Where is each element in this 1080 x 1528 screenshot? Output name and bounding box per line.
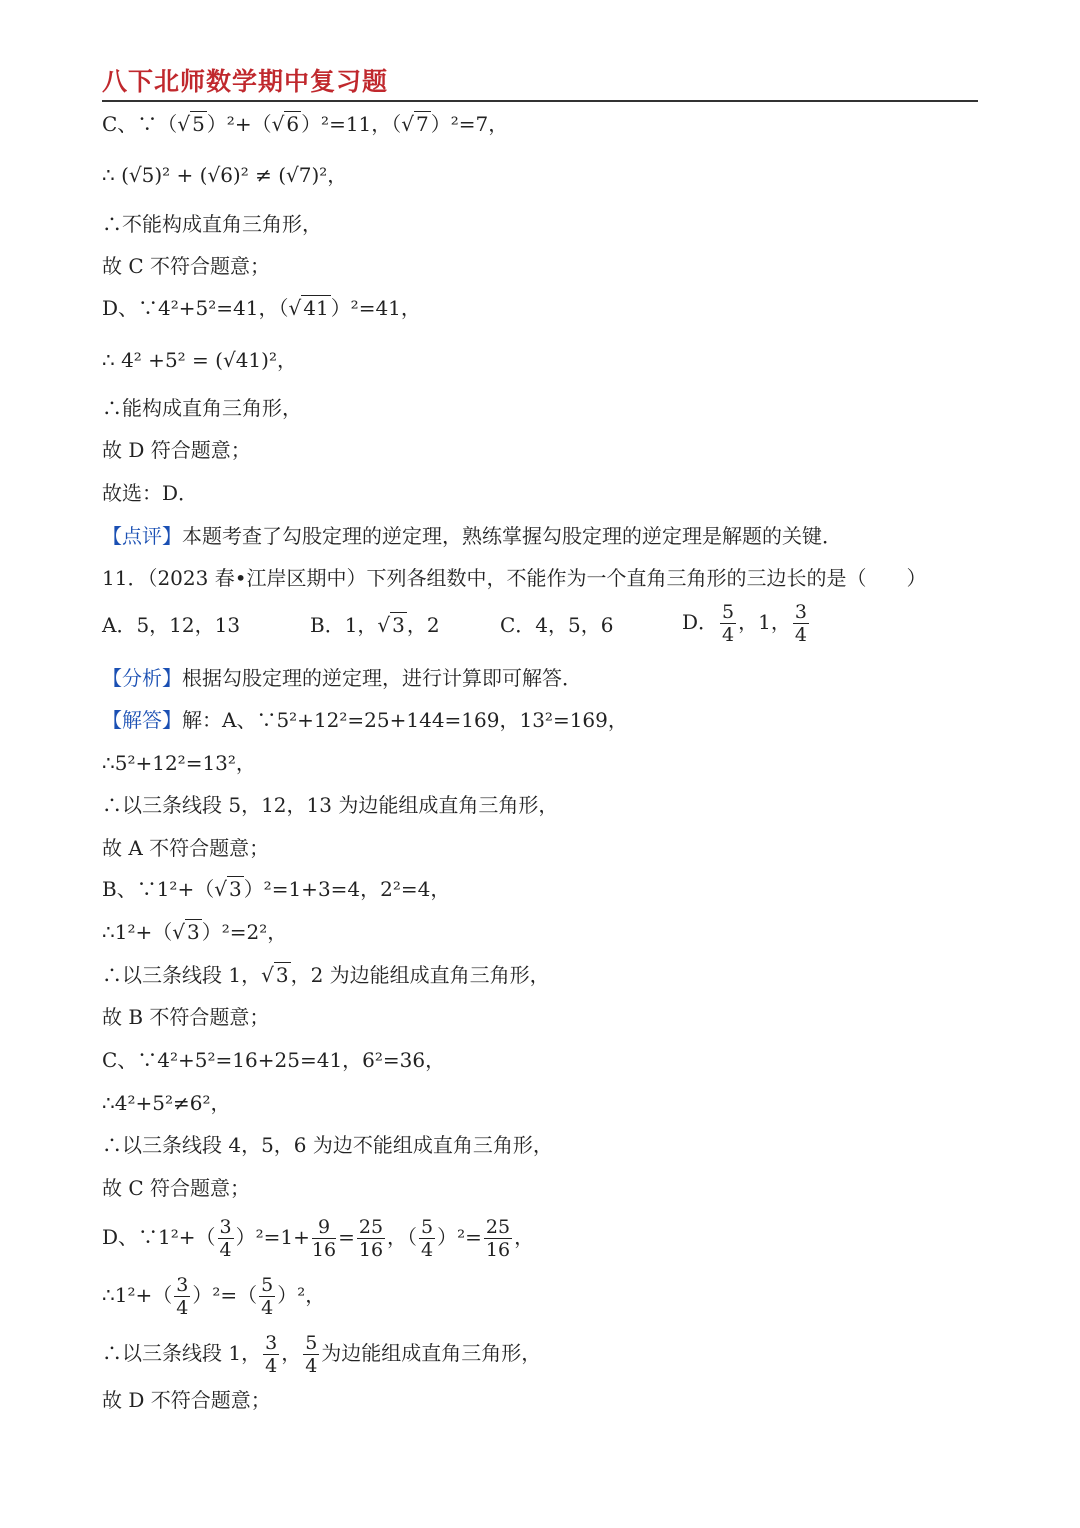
option-d: D． $\frac{5}{4}$ ，1， $\frac{3}{4}$ bbox=[682, 601, 807, 646]
line-b-check: B、∵1²+（√ 3 ）²=1+3=4，2²=4， bbox=[102, 877, 451, 901]
line-a-eq: ∴5²+12²=13²， bbox=[102, 751, 256, 775]
line-d2-no: 故 D 不符合题意； bbox=[102, 1388, 271, 1412]
sqrt-3: √ 3 bbox=[172, 920, 200, 944]
frac-25-16: $\frac{25}{16}$ bbox=[485, 1216, 511, 1261]
sqrt-3: √ 3 bbox=[261, 963, 289, 987]
line-c-not-right: ∴不能构成直角三角形， bbox=[102, 212, 322, 236]
option-c: C．4，5，6 bbox=[500, 613, 614, 637]
line-d-right: ∴能构成直角三角形， bbox=[102, 396, 302, 420]
option-b: B．1，√ 3 ，2 bbox=[310, 613, 440, 637]
line-c2-yes: 故 C 符合题意； bbox=[102, 1176, 251, 1200]
line-c2-check: C、∵4²+5²=16+25=41，6²=36， bbox=[102, 1048, 446, 1072]
frac-3-4: $\frac{3}{4}$ bbox=[794, 601, 807, 646]
line-b-segments: ∴以三条线段 1，√ 3 ，2 为边能组成直角三角形， bbox=[102, 963, 550, 987]
line-d-yes: 故 D 符合题意； bbox=[102, 438, 251, 462]
comment: 【点评】本题考查了勾股定理的逆定理，熟练掌握勾股定理的逆定理是解题的关键． bbox=[102, 524, 842, 548]
frac-25-16: $\frac{25}{16}$ bbox=[358, 1216, 384, 1261]
frac-3-4: $\frac{3}{4}$ bbox=[176, 1274, 189, 1319]
line-a-no: 故 A 不符合题意； bbox=[102, 836, 270, 860]
line-d-eq: ∴ 4² +5² = (√41)²， bbox=[102, 348, 297, 372]
line-d2-eq: ∴1²+（ $\frac{3}{4}$ ）²=（ $\frac{5}{4}$ ）²， bbox=[102, 1274, 326, 1319]
line-a-segments: ∴以三条线段 5，12，13 为边能组成直角三角形， bbox=[102, 793, 559, 817]
sqrt-3: √ 3 bbox=[214, 877, 242, 901]
line-d-check: D、∵4²+5²=41，（√ 41 ）²=41， bbox=[102, 296, 421, 320]
comment-tag: 【点评】 bbox=[102, 524, 182, 548]
frac-3-4: $\frac{3}{4}$ bbox=[219, 1216, 232, 1261]
sqrt-7: √ 7 bbox=[401, 112, 429, 136]
sqrt-3: √ 3 bbox=[377, 613, 405, 637]
frac-5-4: $\frac{5}{4}$ bbox=[261, 1274, 274, 1319]
frac-5-4: $\frac{5}{4}$ bbox=[305, 1332, 318, 1377]
frac-9-16: $\frac{9}{16}$ bbox=[311, 1216, 337, 1261]
frac-5-4: $\frac{5}{4}$ bbox=[722, 601, 735, 646]
question-11: 11．（2023 春•江岸区期中）下列各组数中，不能作为一个直角三角形的三边长的是（ ） bbox=[102, 566, 927, 590]
frac-3-4: $\frac{3}{4}$ bbox=[265, 1332, 278, 1377]
line-d2-check: D、∵1²+（ $\frac{3}{4}$ ）²=1+ $\frac{9}{16}$ = $\frac{25}{16}$ ，（ $\frac{5}{4}$ ）²= $\frac{25}{16}$ ， bbox=[102, 1216, 535, 1261]
sqrt-6: √ 6 bbox=[271, 112, 300, 136]
solution: 【解答】解：A、∵5²+12²=25+144=169，13²=169， bbox=[102, 708, 628, 732]
line-b-no: 故 B 不符合题意； bbox=[102, 1005, 270, 1029]
option-a: A．5，12，13 bbox=[102, 613, 241, 637]
line-choose: 故选：D． bbox=[102, 481, 199, 505]
line-c-no: 故 C 不符合题意； bbox=[102, 254, 271, 278]
page-title: 八下北师数学期中复习题 bbox=[102, 67, 389, 96]
line-c-ne: ∴ (√5)² + (√6)² ≠ (√7)²， bbox=[102, 163, 348, 187]
page-header bbox=[102, 62, 978, 102]
sqrt-5: √ 5 bbox=[177, 112, 205, 136]
line-c-check: C、∵（√ 5 ）²+（√ 6 ）²=11，（√ 7 ）²=7， bbox=[102, 112, 509, 136]
line-c2-ne: ∴4²+5²≠6²， bbox=[102, 1091, 231, 1115]
solution-tag: 【解答】 bbox=[102, 708, 182, 732]
analysis: 【分析】根据勾股定理的逆定理，进行计算即可解答． bbox=[102, 666, 582, 690]
frac-5-4: $\frac{5}{4}$ bbox=[421, 1216, 434, 1261]
line-c2-segments: ∴以三条线段 4，5，6 为边不能组成直角三角形， bbox=[102, 1133, 553, 1157]
analysis-tag: 【分析】 bbox=[102, 666, 182, 690]
line-b-eq: ∴1²+（√ 3 ）²=2²， bbox=[102, 920, 288, 944]
line-d2-segments: ∴以三条线段 1， $\frac{3}{4}$ ， $\frac{5}{4}$ 为边能组成直角三角形， bbox=[102, 1332, 542, 1377]
sqrt-41: √ 41 bbox=[288, 296, 329, 320]
options-row bbox=[102, 601, 972, 655]
